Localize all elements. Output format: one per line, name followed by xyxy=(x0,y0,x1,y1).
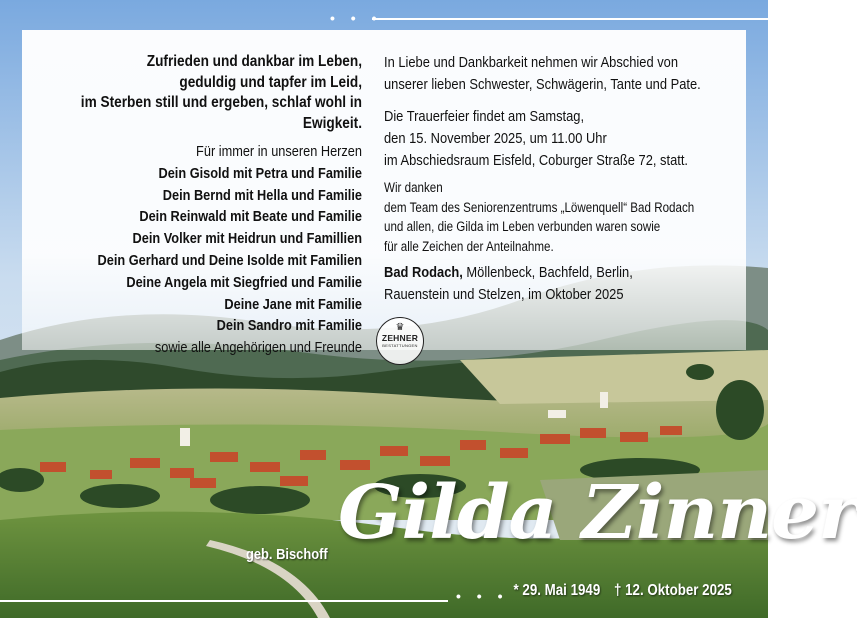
mourner-line: Dein Bernd mit Hella und Familie xyxy=(162,187,362,204)
announcement-column xyxy=(384,52,754,306)
mourner-line: Deine Angela mit Siegfried und Familie xyxy=(126,274,362,291)
top-dots: • • • xyxy=(330,10,383,26)
crown-icon: ♛ xyxy=(395,322,405,333)
bottom-dots: • • • xyxy=(456,588,509,604)
farewell-text xyxy=(384,52,702,96)
mourner-line: Dein Gisold mit Petra und Familie xyxy=(158,165,362,182)
ceremony-line: den 15. November 2025, um 11.00 Uhr xyxy=(384,130,607,147)
ceremony-line: im Abschiedsraum Eisfeld, Coburger Straße 72, statt. xyxy=(384,152,689,169)
thanks-text xyxy=(384,178,702,256)
bottom-rule xyxy=(0,600,448,602)
places-text xyxy=(384,262,702,306)
ceremony-text xyxy=(384,106,702,172)
mourner-line: Für immer in unseren Herzen xyxy=(196,144,362,160)
mourners-column xyxy=(22,52,362,360)
thanks-line: und allen, die Gilda im Leben verbunden waren sowie xyxy=(384,219,661,234)
farewell-line: In Liebe und Dankbarkeit nehmen wir Abschied von xyxy=(384,54,679,71)
places-rest: Möllenbeck, Bachfeld, Berlin, xyxy=(462,264,633,281)
places-town: Bad Rodach, xyxy=(384,264,463,281)
life-dates xyxy=(514,582,732,600)
deceased-name: Gilda Zinner xyxy=(338,470,857,556)
mourner-line: Dein Gerhard und Deine Isolde mit Familien xyxy=(97,252,363,269)
mourner-line: Dein Volker mit Heidrun und Famillien xyxy=(132,231,362,248)
places-line: Rauenstein und Stelzen, im Oktober 2025 xyxy=(384,286,624,303)
thanks-line: für alle Zeichen der Anteilnahme. xyxy=(384,238,554,254)
ceremony-line: Die Trauerfeier findet am Samstag, xyxy=(384,108,585,125)
thanks-line: Wir danken xyxy=(384,180,443,195)
top-rule xyxy=(372,18,768,20)
motto-line: geduldig und tapfer im Leid, xyxy=(179,73,362,91)
maiden-name: geb. Bischoff xyxy=(246,546,328,563)
mourner-line: Deine Jane mit Familie xyxy=(224,296,362,313)
undertaker-logo xyxy=(376,317,424,365)
thanks-line: dem Team des Seniorenzentrums „Löwenquell“ Bad Rodach xyxy=(384,199,695,215)
motto-line: Zufrieden und dankbar im Leben, xyxy=(146,53,362,70)
mourner-line: Dein Reinwald mit Beate und Familie xyxy=(139,209,362,226)
mourner-list xyxy=(63,142,362,360)
logo-subtitle: BESTATTUNGEN xyxy=(382,343,418,348)
mourner-line: sowie alle Angehörigen und Freunde xyxy=(154,340,362,357)
mourner-line: Dein Sandro mit Familie xyxy=(216,318,362,335)
logo-name: ZEHNER xyxy=(381,333,419,343)
motto-line: im Sterben still und ergeben, schlaf wohl in Ewigkeit. xyxy=(80,94,362,132)
motto xyxy=(63,52,362,134)
death-date: † 12. Oktober 2025 xyxy=(614,582,732,599)
birth-date: * 29. Mai 1949 xyxy=(513,582,601,599)
farewell-line: unserer lieben Schwester, Schwägerin, Tante und Pate. xyxy=(384,76,701,93)
